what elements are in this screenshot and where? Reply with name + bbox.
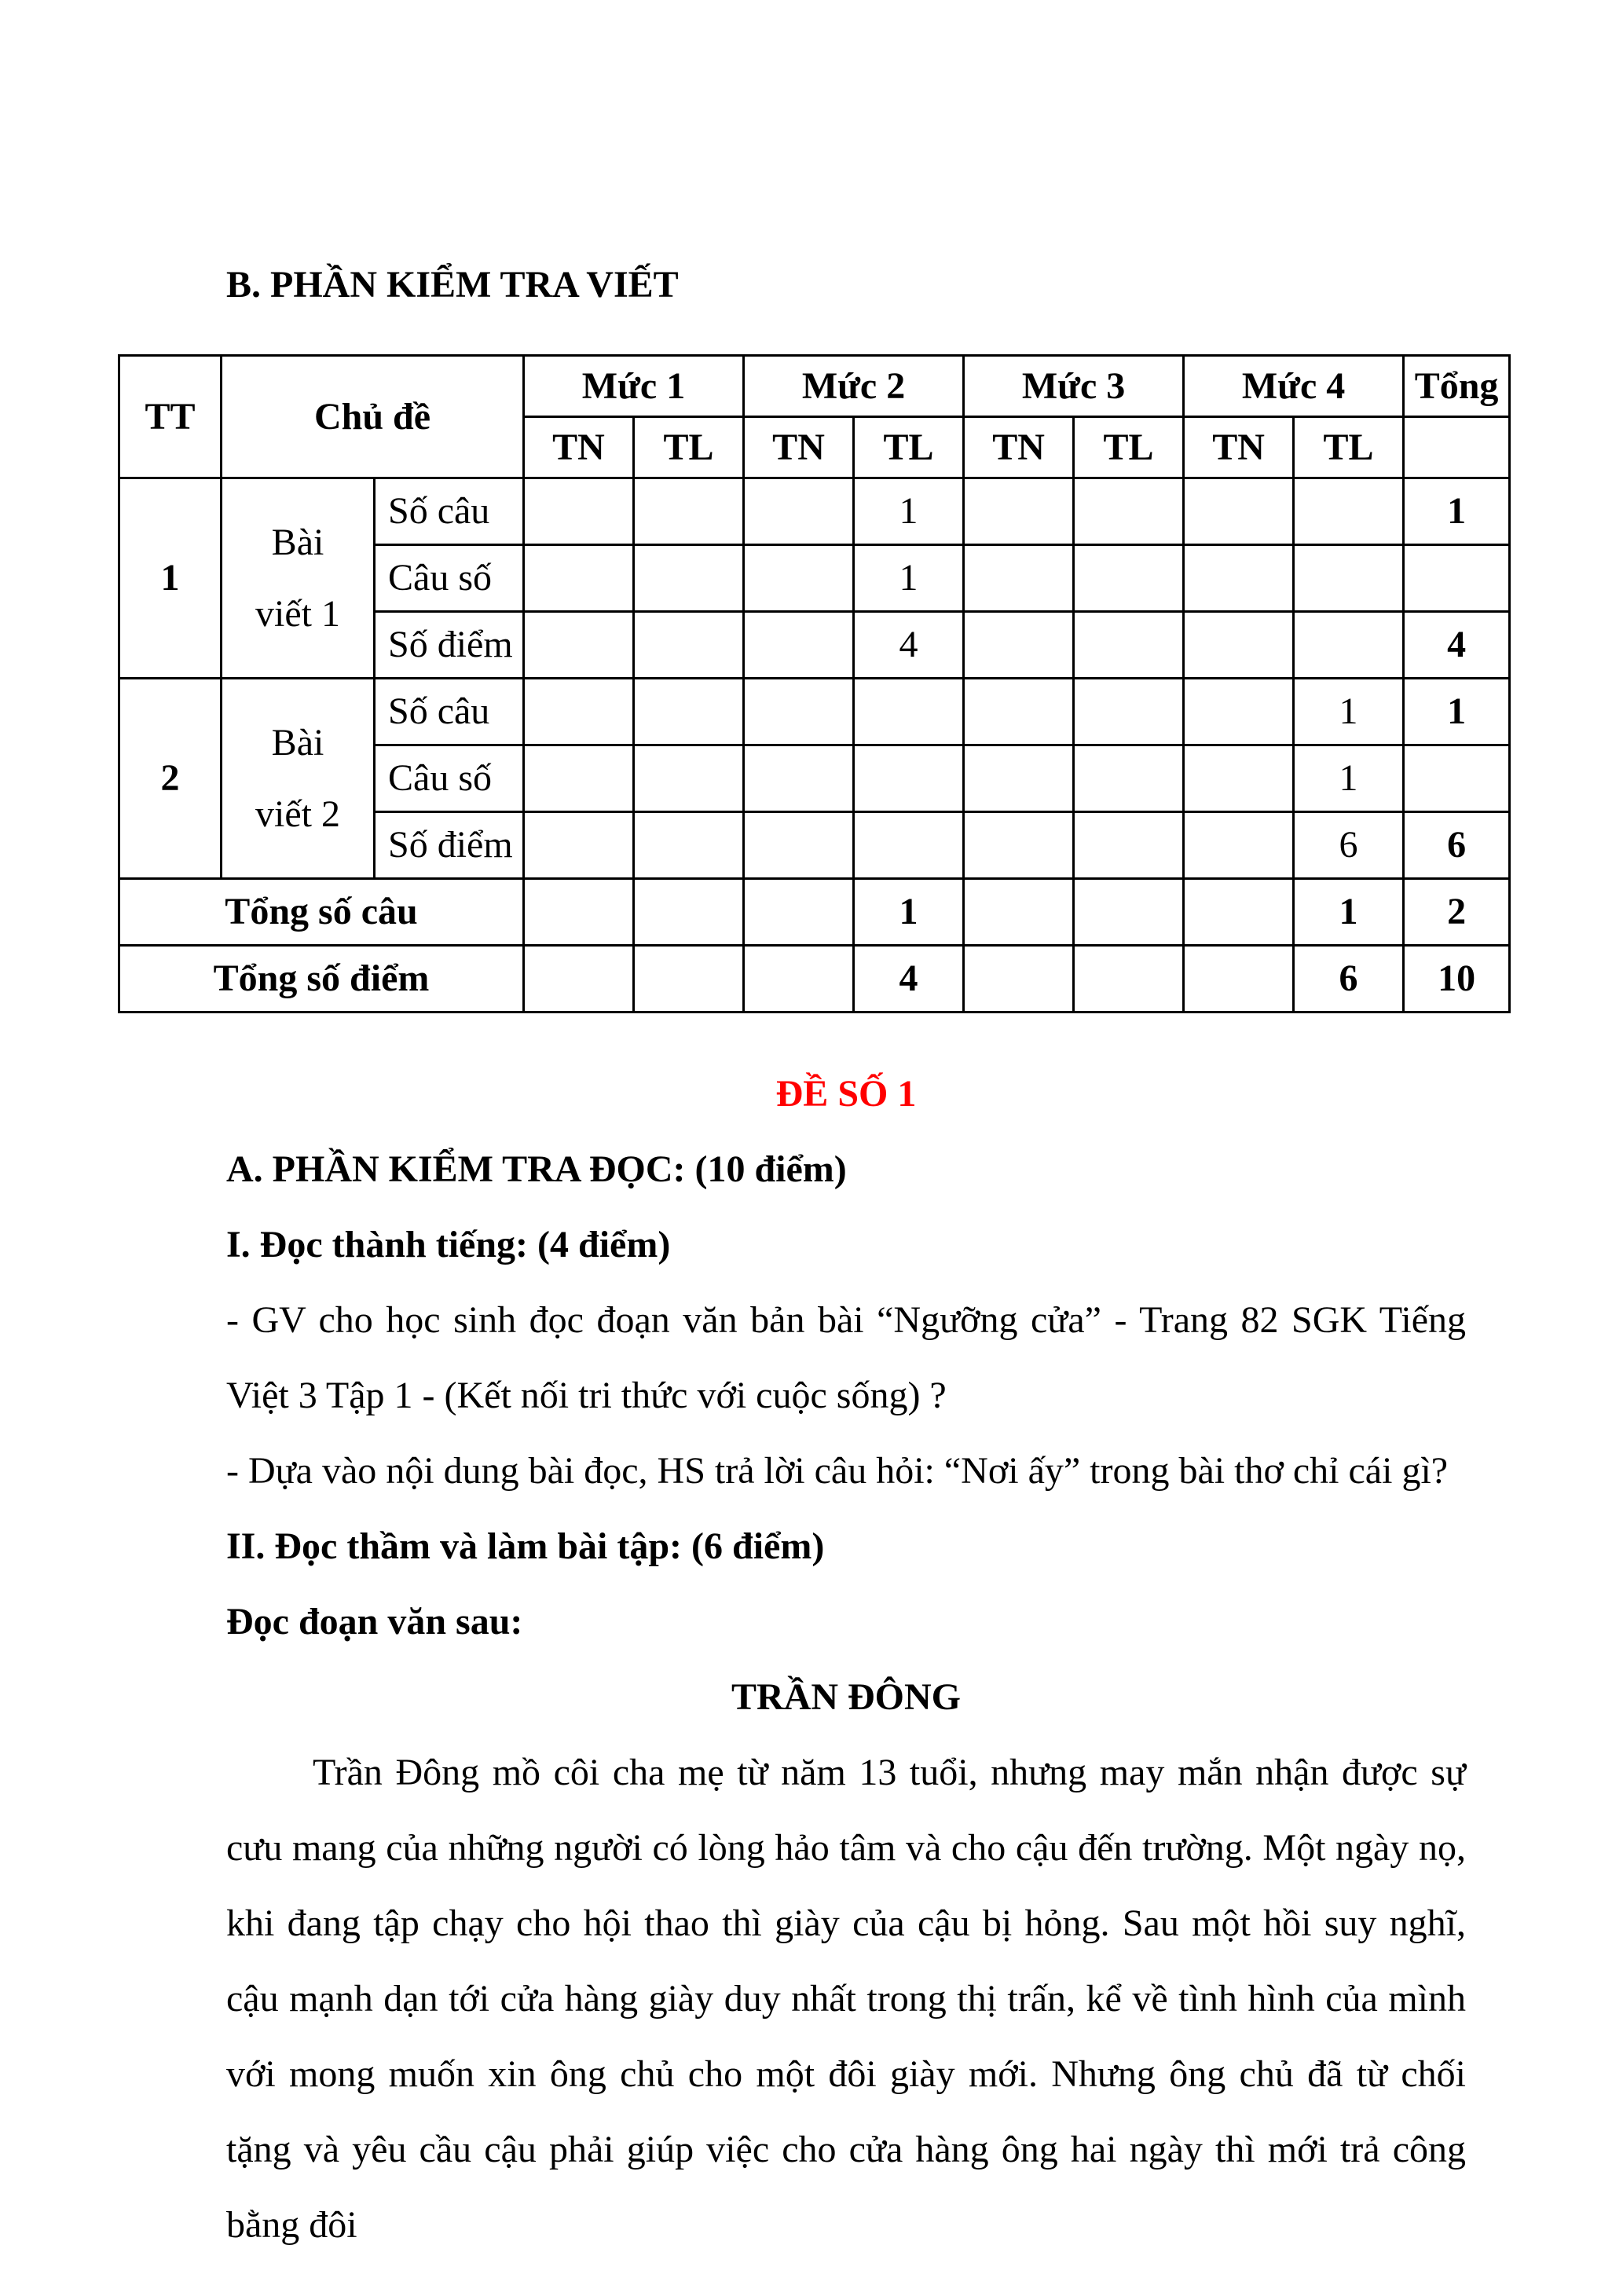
matrix-cell bbox=[1074, 946, 1184, 1013]
header-muc-2: Mức 2 bbox=[744, 356, 964, 417]
matrix-cell bbox=[964, 612, 1074, 679]
matrix-cell: 1 bbox=[1294, 745, 1404, 812]
matrix-cell-total: 4 bbox=[1404, 612, 1510, 679]
story-paragraph: Trần Đông mồ côi cha mẹ từ năm 13 tuổi, nhưng may mắn nhận được sự cưu mang của những người có lòng hảo tâm và cho cậu đến trường. Một ngày nọ, khi đang tập chạy cho hội thao thì giày của cậu bị hỏng. Sau một hồi suy nghĩ, cậu mạnh dạn tới cửa hàng giày duy nhất trong thị trấn, kể về tình hình của mình với mong muốn xin ông chủ cho một đôi giày mới. Nhưng ông chủ đã từ chối tặng và yêu cầu cậu phải giúp việc cho cửa hàng ông hai ngày thì mới trả công bằng đôi bbox=[226, 1752, 1466, 2246]
topic-label: Bài viết 1 bbox=[255, 521, 340, 635]
matrix-cell: 4 bbox=[854, 612, 964, 679]
matrix-cell bbox=[854, 679, 964, 745]
matrix-cell bbox=[1074, 478, 1184, 545]
test-matrix-table bbox=[118, 354, 1511, 1013]
total-row-label: Tổng số câu bbox=[119, 879, 524, 946]
row-label: Số câu bbox=[375, 679, 524, 745]
matrix-cell bbox=[1294, 478, 1404, 545]
matrix-cell-total: 1 bbox=[1404, 478, 1510, 545]
matrix-cell bbox=[634, 812, 744, 879]
matrix-cell bbox=[524, 478, 634, 545]
matrix-cell: 1 bbox=[854, 478, 964, 545]
table-header-row-1 bbox=[119, 356, 1510, 417]
row-label: Số điểm bbox=[375, 812, 524, 879]
matrix-cell bbox=[634, 545, 744, 612]
header-tl: TL bbox=[854, 417, 964, 478]
header-tong: Tổng bbox=[1404, 356, 1510, 417]
matrix-cell bbox=[1184, 545, 1294, 612]
cell-tt: 1 bbox=[119, 478, 222, 679]
matrix-cell: 6 bbox=[1294, 812, 1404, 879]
matrix-cell bbox=[964, 679, 1074, 745]
row-label: Số điểm bbox=[375, 612, 524, 679]
section-ii-heading: II. Đọc thầm và làm bài tập: (6 điểm) bbox=[226, 1525, 825, 1567]
row-label: Số câu bbox=[375, 478, 524, 545]
matrix-cell bbox=[854, 812, 964, 879]
matrix-cell bbox=[634, 879, 744, 946]
matrix-cell-total: 1 bbox=[1404, 679, 1510, 745]
matrix-cell bbox=[1184, 478, 1294, 545]
matrix-cell bbox=[964, 478, 1074, 545]
total-row-cau bbox=[119, 879, 1510, 946]
header-chu-de: Chủ đề bbox=[222, 356, 524, 478]
cell-tt: 2 bbox=[119, 679, 222, 879]
matrix-cell bbox=[1184, 745, 1294, 812]
matrix-cell bbox=[744, 545, 854, 612]
story-title: TRẦN ĐÔNG bbox=[731, 1676, 961, 1718]
table-row bbox=[119, 478, 1510, 545]
matrix-cell bbox=[634, 745, 744, 812]
matrix-cell-total: 10 bbox=[1404, 946, 1510, 1013]
matrix-cell bbox=[634, 612, 744, 679]
read-prompt: Đọc đoạn văn sau: bbox=[226, 1601, 523, 1642]
matrix-cell bbox=[964, 545, 1074, 612]
matrix-cell bbox=[1184, 679, 1294, 745]
matrix-cell bbox=[524, 545, 634, 612]
total-row-label: Tổng số điểm bbox=[119, 946, 524, 1013]
matrix-cell bbox=[964, 745, 1074, 812]
matrix-cell bbox=[524, 745, 634, 812]
matrix-cell bbox=[1074, 545, 1184, 612]
matrix-cell bbox=[964, 946, 1074, 1013]
header-tn: TN bbox=[744, 417, 854, 478]
matrix-cell bbox=[744, 946, 854, 1013]
matrix-cell-total: 2 bbox=[1404, 879, 1510, 946]
section-i-heading: I. Đọc thành tiếng: (4 điểm) bbox=[226, 1224, 671, 1265]
header-muc-4: Mức 4 bbox=[1184, 356, 1404, 417]
topic-label: Bài viết 2 bbox=[255, 721, 340, 835]
matrix-cell bbox=[744, 812, 854, 879]
matrix-cell bbox=[1184, 946, 1294, 1013]
matrix-cell bbox=[1074, 879, 1184, 946]
matrix-cell: 6 bbox=[1294, 946, 1404, 1013]
total-row-diem bbox=[119, 946, 1510, 1013]
matrix-cell bbox=[964, 879, 1074, 946]
row-label: Câu số bbox=[375, 745, 524, 812]
part-a-heading: A. PHẦN KIỂM TRA ĐỌC: (10 điểm) bbox=[226, 1148, 847, 1190]
matrix-cell: 1 bbox=[1294, 879, 1404, 946]
matrix-cell bbox=[744, 679, 854, 745]
matrix-cell: 4 bbox=[854, 946, 964, 1013]
matrix-cell bbox=[524, 879, 634, 946]
matrix-cell bbox=[1074, 745, 1184, 812]
matrix-cell: 1 bbox=[854, 879, 964, 946]
matrix-cell-total: 6 bbox=[1404, 812, 1510, 879]
matrix-cell bbox=[1184, 879, 1294, 946]
matrix-cell bbox=[634, 946, 744, 1013]
matrix-cell bbox=[744, 879, 854, 946]
matrix-cell bbox=[744, 612, 854, 679]
header-tong-sub bbox=[1404, 417, 1510, 478]
cell-topic bbox=[222, 679, 375, 879]
matrix-cell bbox=[854, 745, 964, 812]
exam-set-title: ĐỀ SỐ 1 bbox=[775, 1073, 917, 1115]
header-tn: TN bbox=[524, 417, 634, 478]
table-row bbox=[119, 679, 1510, 745]
matrix-cell bbox=[634, 478, 744, 545]
matrix-cell bbox=[1074, 812, 1184, 879]
matrix-cell-total bbox=[1404, 545, 1510, 612]
matrix-cell bbox=[964, 812, 1074, 879]
matrix-cell bbox=[744, 478, 854, 545]
matrix-cell bbox=[634, 679, 744, 745]
header-tl: TL bbox=[1074, 417, 1184, 478]
cell-topic bbox=[222, 478, 375, 679]
matrix-cell bbox=[1074, 612, 1184, 679]
matrix-cell bbox=[524, 612, 634, 679]
header-muc-1: Mức 1 bbox=[524, 356, 744, 417]
matrix-cell bbox=[1184, 612, 1294, 679]
row-label: Câu số bbox=[375, 545, 524, 612]
matrix-cell bbox=[524, 946, 634, 1013]
matrix-cell bbox=[1184, 812, 1294, 879]
header-muc-3: Mức 3 bbox=[964, 356, 1184, 417]
matrix-cell bbox=[1074, 679, 1184, 745]
header-tl: TL bbox=[634, 417, 744, 478]
matrix-cell: 1 bbox=[854, 545, 964, 612]
matrix-cell-total bbox=[1404, 745, 1510, 812]
matrix-cell bbox=[524, 679, 634, 745]
header-tn: TN bbox=[1184, 417, 1294, 478]
matrix-cell: 1 bbox=[1294, 679, 1404, 745]
header-tt: TT bbox=[119, 356, 222, 478]
header-tl: TL bbox=[1294, 417, 1404, 478]
matrix-cell bbox=[524, 812, 634, 879]
matrix-cell bbox=[1294, 612, 1404, 679]
section-b-heading: B. PHẦN KIỂM TRA VIẾT bbox=[226, 264, 679, 306]
header-tn: TN bbox=[964, 417, 1074, 478]
reading-instruction-1: - GV cho học sinh đọc đoạn văn bản bài “Ngưỡng cửa” - Trang 82 SGK Tiếng Việt 3 Tập 1 - (Kết nối tri thức với cuộc sống) ? bbox=[226, 1299, 1466, 1416]
reading-instruction-2: - Dựa vào nội dung bài đọc, HS trả lời câu hỏi: “Nơi ấy” trong bài thơ chỉ cái gì? bbox=[226, 1450, 1449, 1492]
matrix-cell bbox=[1294, 545, 1404, 612]
matrix-cell bbox=[744, 745, 854, 812]
